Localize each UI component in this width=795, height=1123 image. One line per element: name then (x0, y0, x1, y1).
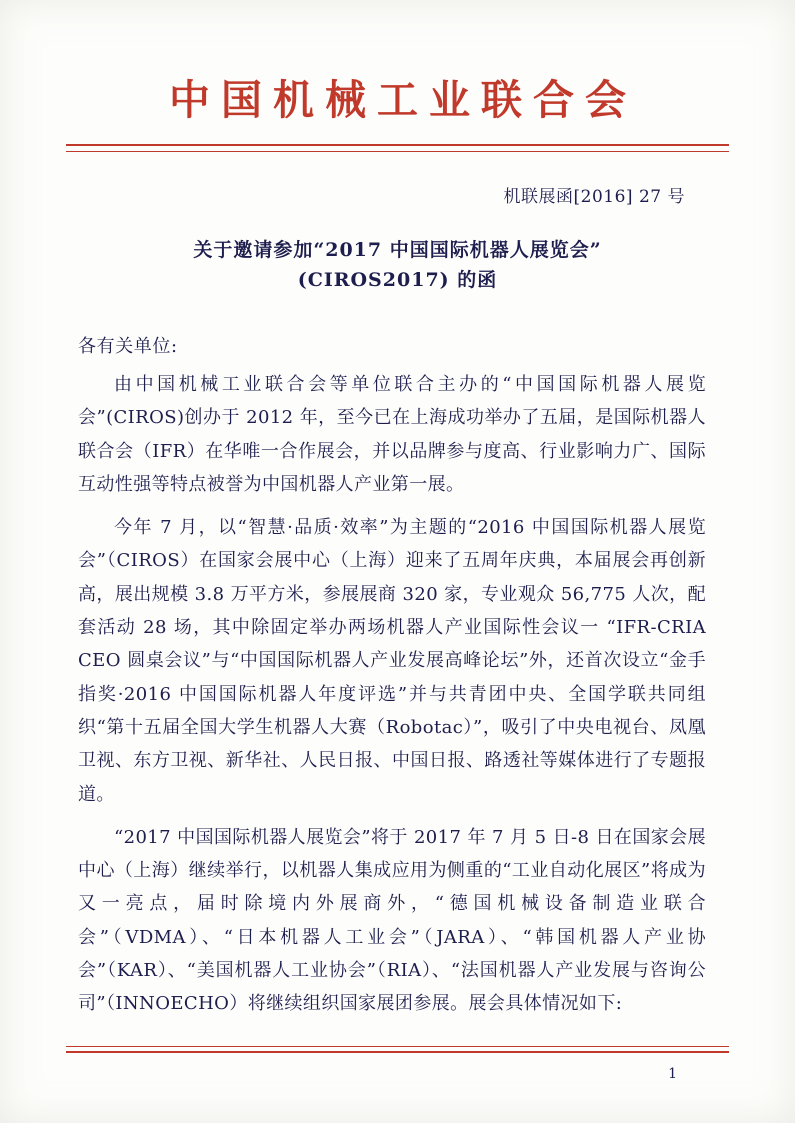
document-number: 机联展函[2016] 27 号 (503, 187, 685, 207)
document-subject (0, 236, 795, 295)
letterhead (0, 78, 795, 123)
document-body (78, 332, 706, 1031)
paragraph-1: 由中国机械工业联合会等单位联合主办的“中国国际机器人展览会”(CIROS)创办于 2012 年，至今已在上海成功举办了五届，是国际机器人联合会（IFR）在华唯一合作展会，并以品牌参与度高、行业影响力广、国际互动性强等特点被誉为中国机器人产业第一展。 (78, 374, 706, 495)
letterhead-organization: 中国机械工业联合会 (169, 76, 637, 124)
subject-line-2: (CIROS2017) 的函 (297, 268, 498, 291)
footer-rule-thin (66, 1046, 729, 1047)
footer-rule-thick (66, 1051, 729, 1053)
header-rule-thick (66, 144, 729, 146)
header-rule-thin (66, 151, 729, 152)
paragraph-2: 今年 7 月，以“智慧·品质·效率”为主题的“2016 中国国际机器人展览会”（CIROS）在国家会展中心（上海）迎来了五周年庆典，本届展会再创新高，展出规模 3.8 万平方米，参展展商 320 家，专业观众 56,775 人次，配套活动 28 场，其中除固定举办两场机器人产业国际性会议一 “IFR-CRIA CEO 圆桌会议”与“中国国际机器人产业发展高峰论坛”外，还首次设立“金手指奖·2016 中国国际机器人年度评选”并与共青团中央、全国学联共同组织“第十五届全国大学生机器人大赛（Robotac）”，吸引了中央电视台、凤凰卫视、东方卫视、新华社、人民日报、中国日报、路透社等媒体进行了专题报道。 (78, 517, 706, 805)
salutation: 各有关单位: (78, 336, 178, 357)
paragraph-3: “2017 中国国际机器人展览会”将于 2017 年 7 月 5 日-8 日在国家会展中心（上海）继续举行，以机器人集成应用为侧重的“工业自动化展区”将成为又一亮点，届时除境内外展商外，“德国机械设备制造业联合会”（VDMA）、“日本机器人工业会”（JARA）、“韩国机器人产业协会”（KAR）、“美国机器人工业协会”（RIA）、“法国机器人产业发展与咨询公司”（INNOECHO）将继续组织国家展团参展。展会具体情况如下: (78, 826, 706, 1015)
page-number: 1 (668, 1066, 677, 1082)
subject-line-1: 关于邀请参加“2017 中国国际机器人展览会” (193, 239, 602, 261)
